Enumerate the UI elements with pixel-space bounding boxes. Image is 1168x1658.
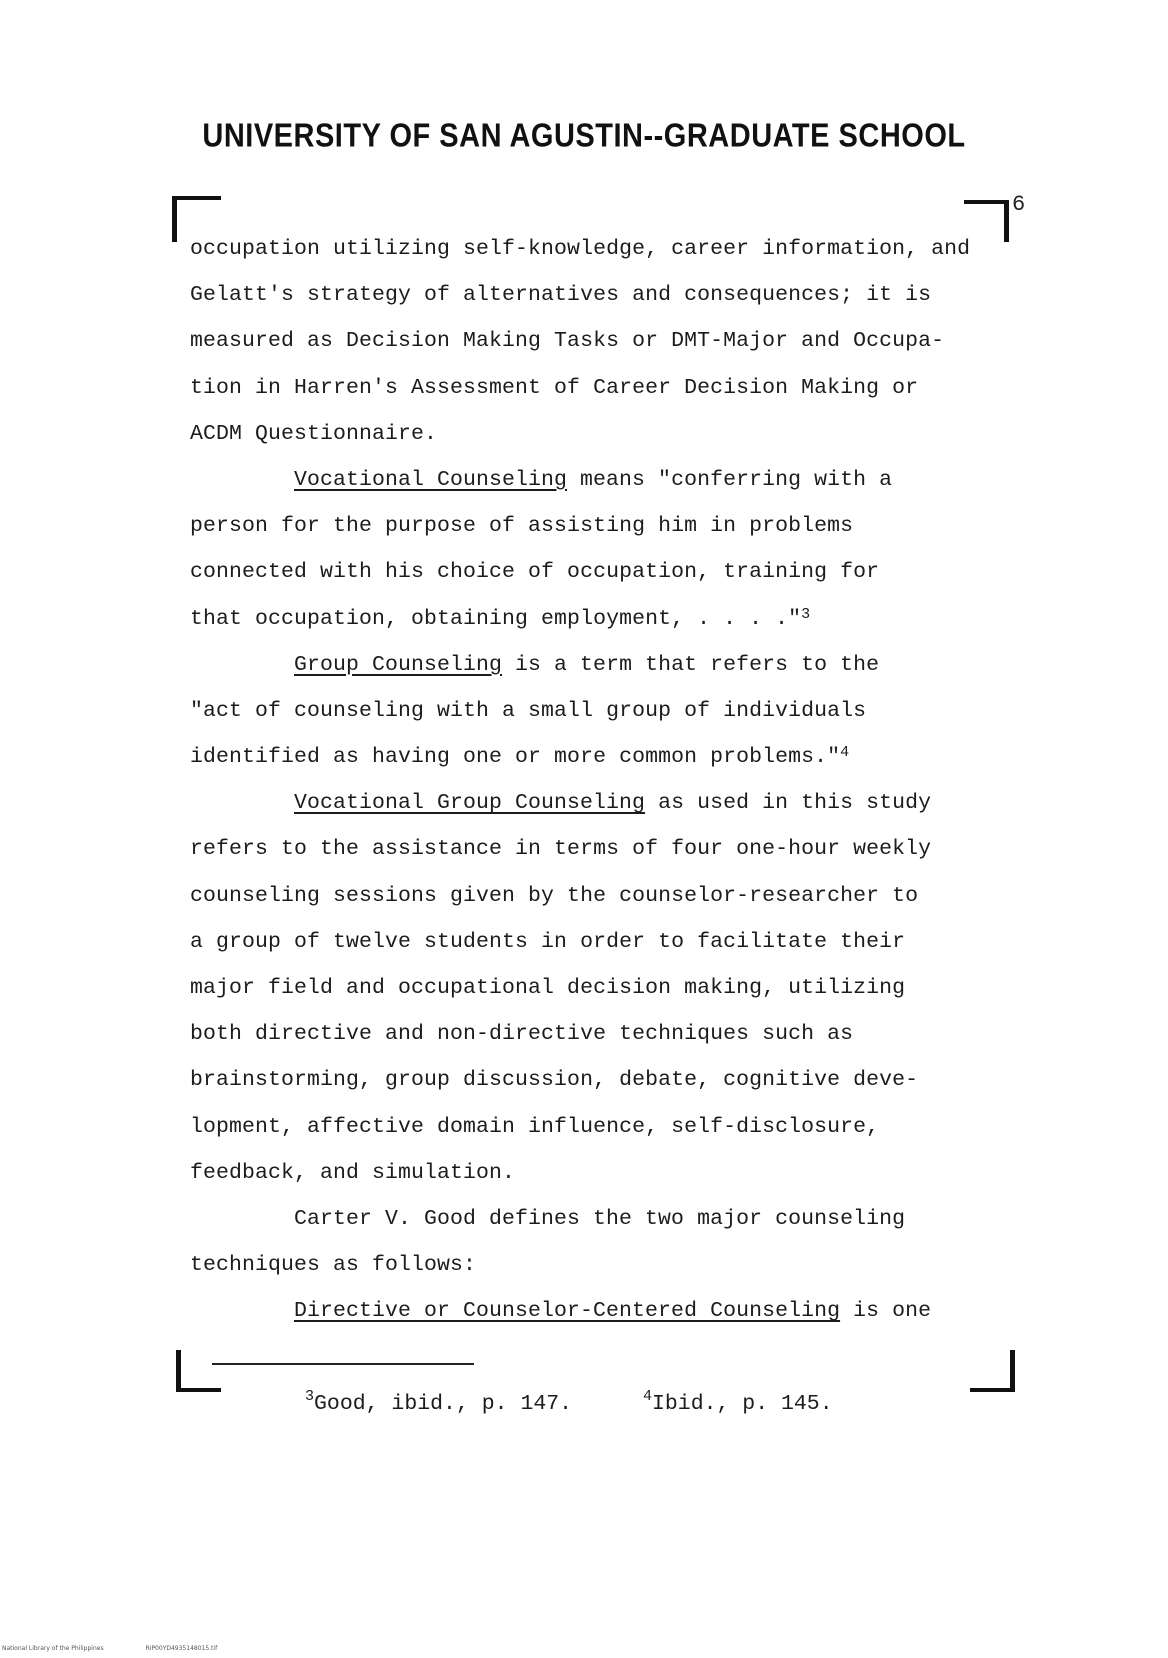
text-segment: person for the purpose of assisting him in problems [190,514,854,539]
defined-term: Directive or Counselor-Centered Counseling [294,1299,841,1324]
text-segment: means "conferring with a [567,467,893,492]
text-segment: "act of counseling with a small group of individuals [190,698,867,723]
text-segment: lopment, affective domain influence, self-disclosure, [190,1114,880,1139]
text-line [190,1196,1010,1242]
corner-mark-bottom-right [970,1350,1015,1392]
text-segment: a group of twelve students in order to facilitate their [190,929,906,954]
text-line [190,688,1010,734]
text-segment: occupation utilizing self-knowledge, career information, and [190,237,971,261]
text-line [190,965,1010,1011]
text-line [190,919,1010,965]
defined-term: Group Counseling [294,652,503,677]
defined-term: Vocational Group Counseling [294,791,646,816]
text-segment: is a term that refers to the [502,652,880,677]
footnote-text: Ibid., p. 145. [651,1392,833,1416]
body-text [190,226,1010,1335]
corner-mark-bottom-left [176,1350,221,1392]
text-segment: tion in Harren's Assessment of Career Decision Making or [190,375,919,400]
page-number: 6 [1012,192,1026,217]
text-line [190,226,1010,272]
text-line [190,642,1010,688]
text-segment: major field and occupational decision making, utilizing [190,976,906,1000]
text-segment: counseling sessions given by the counselor-researcher to [190,883,919,908]
footnote-4 [642,1388,833,1416]
footnote-number: 3 [305,1388,315,1405]
text-segment: as used in this study [645,791,932,816]
footnote-text: Good, ibid., p. 147. [314,1392,573,1416]
text-segment: Carter V. Good defines the two major counseling [294,1206,906,1231]
text-line [190,826,1010,872]
footnote-rule [212,1363,474,1365]
footnote-ref: 4 [840,744,850,762]
text-line [190,780,1010,826]
school-header [0,117,1168,155]
text-line [190,1150,1010,1196]
header-title: UNIVERSITY OF SAN AGUSTIN--GRADUATE SCHOOL [202,117,966,155]
text-line [190,503,1010,549]
text-segment: both directive and non-directive techniques such as [190,1022,854,1047]
text-line [190,1011,1010,1057]
text-segment: that occupation, obtaining employment, . . . ." [190,606,802,631]
text-line [190,596,1010,642]
text-line [190,734,1010,780]
text-line [190,1242,1010,1288]
text-segment: brainstorming, group discussion, debate, cognitive deve- [190,1068,919,1093]
text-segment: measured as Decision Making Tasks or DMT-Major and Occupa- [190,329,945,354]
text-line [190,272,1010,318]
footnote-number: 4 [642,1388,652,1405]
text-segment: refers to the assistance in terms of four one-hour weekly [190,837,932,862]
footnote-ref: 3 [801,605,811,623]
text-segment: is one [840,1299,932,1324]
text-line [190,1057,1010,1103]
library-credit: National Library of the Philippines [2,1645,104,1652]
text-segment: techniques as follows: [190,1253,477,1278]
text-line [190,365,1010,411]
text-segment: connected with his choice of occupation, training for [190,560,880,585]
text-line [190,457,1010,503]
defined-term: Vocational Counseling [294,467,568,492]
text-segment: feedback, and simulation. [190,1160,516,1185]
footnote-3 [305,1388,573,1416]
text-segment: identified as having one or more common problems." [190,745,841,770]
scan-footer [2,1645,217,1652]
text-line [190,411,1010,457]
text-segment: Gelatt's strategy of alternatives and consequences; it is [190,283,932,308]
footnotes [305,1388,833,1416]
text-line [190,1104,1010,1150]
scan-file-id: RIP00YD4935148015.tif [145,1645,218,1652]
text-line [190,1288,1010,1334]
text-line [190,549,1010,595]
text-line [190,318,1010,364]
text-line [190,873,1010,919]
text-segment: ACDM Questionnaire. [190,421,438,446]
